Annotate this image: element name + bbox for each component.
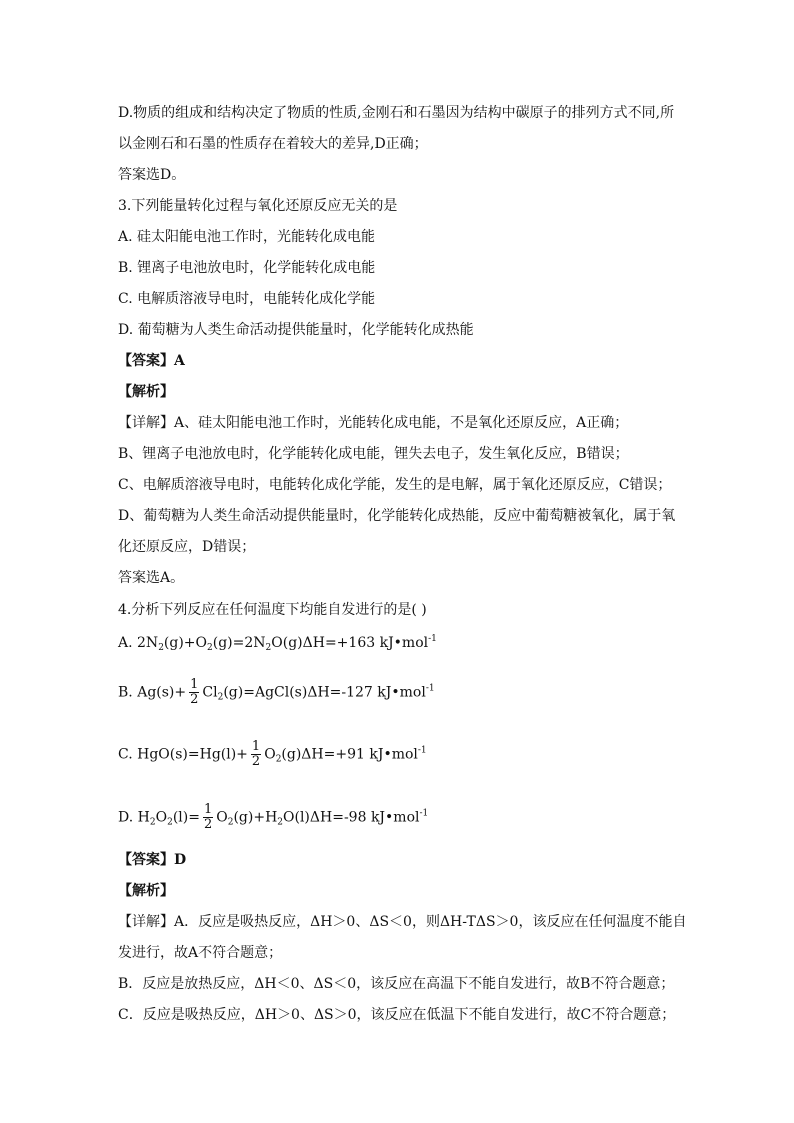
question-4-option-d: [118, 803, 428, 832]
formula-part: (g)=AgCl(s)ΔH=-127 kJ•mol: [223, 684, 426, 701]
fraction-numerator: 1: [203, 802, 213, 817]
formula-part: O(g)ΔH=+163 kJ•mol: [271, 635, 429, 651]
explanation-line: D、葡萄糖为人类生命活动提供能量时，化学能转化成热能，反应中葡萄糖被氧化，属于氧: [118, 508, 676, 524]
formula-part: O: [155, 809, 168, 826]
formula-part: (g)+H: [233, 809, 278, 826]
answer-label: 【答案】A: [118, 353, 185, 369]
subscript: 2: [265, 643, 272, 653]
subscript: 2: [277, 817, 284, 828]
superscript: -1: [425, 683, 435, 694]
subscript: 2: [217, 692, 224, 703]
fraction-denominator: 2: [190, 692, 199, 707]
question-3-option-c: C. 电解质溶液导电时，电能转化成化学能: [118, 291, 376, 307]
question-3-option-a: A. 硅太阳能电池工作时，光能转化成电能: [118, 229, 376, 245]
subscript: 2: [207, 643, 213, 653]
superscript: -1: [417, 745, 427, 756]
fraction-numerator: 1: [190, 677, 199, 692]
option-label: D.: [118, 809, 138, 826]
formula-part: O: [216, 809, 228, 826]
explanation-line: 化还原反应，D错误；: [118, 539, 256, 555]
fraction-denominator: 2: [203, 817, 213, 832]
answer-label: 【答案】D: [118, 852, 187, 868]
fraction: [203, 803, 213, 832]
formula-part: (g)+O: [163, 635, 208, 651]
formula-part: H: [137, 809, 150, 826]
question-4-option-a: [118, 633, 437, 653]
formula-part: (g)=2N: [212, 635, 266, 651]
option-label: A.: [118, 635, 138, 651]
subscript: 2: [149, 817, 156, 828]
formula-part: Ag(s)+: [137, 684, 187, 701]
question-4-option-b: [118, 678, 435, 707]
option-label: C.: [118, 746, 138, 763]
question-3-stem: 3.下列能量转化过程与氧化还原反应无关的是: [118, 198, 398, 214]
fraction: [251, 740, 261, 769]
fraction: [189, 678, 199, 707]
formula-part: Cl: [202, 684, 218, 701]
formula-part: O: [264, 746, 276, 763]
fraction-numerator: 1: [251, 739, 261, 754]
explanation-line: C、电解质溶液导电时，电能转化成化学能，发生的是电解，属于氧化还原反应，C错误；: [118, 477, 672, 493]
text-line: 答案选D。: [118, 167, 186, 183]
subscript: 2: [227, 817, 234, 828]
explanation-line: B、锂离子电池放电时，化学能转化成电能，锂失去电子，发生氧化反应，B错误；: [118, 446, 629, 462]
explanation-line: 发进行，故A不符合题意；: [118, 945, 283, 961]
formula-part: 2N: [137, 635, 159, 651]
question-3-option-b: B. 锂离子电池放电时，化学能转化成电能: [118, 260, 376, 276]
text-line: 以金刚石和石墨的性质存在着较大的差异,D正确；: [118, 136, 428, 152]
question-3-option-d: D. 葡萄糖为人类生命活动提供能量时，化学能转化成热能: [118, 322, 474, 338]
formula-part: (g)ΔH=+91 kJ•mol: [281, 746, 418, 763]
superscript: -1: [419, 808, 429, 819]
option-label: B.: [118, 684, 138, 701]
question-4-stem: 4.分析下列反应在任何温度下均能自发进行的是( ): [118, 602, 427, 618]
question-4-option-c: [118, 740, 427, 769]
subscript: 2: [275, 754, 282, 765]
final-answer: 答案选A。: [118, 570, 185, 586]
analysis-label: 【解析】: [118, 384, 174, 400]
formula-part: HgO(s)=Hg(l)+: [137, 746, 248, 763]
explanation-line: 【详解】A、硅太阳能电池工作时，光能转化成电能，不是氧化还原反应，A正确；: [118, 415, 629, 431]
explanation-line: B．反应是放热反应，ΔH＜0、ΔS＜0，该反应在高温下不能自发进行，故B不符合题意；: [118, 976, 675, 992]
formula-part: O(l)ΔH=-98 kJ•mol: [283, 809, 420, 826]
analysis-label: 【解析】: [118, 883, 174, 899]
formula-part: (l)=: [172, 809, 200, 826]
explanation-line: C．反应是吸热反应，ΔH＞0、ΔS＞0，该反应在低温下不能自发进行，故C不符合题意；: [118, 1007, 676, 1023]
explanation-line: 【详解】A．反应是吸热反应，ΔH＞0、ΔS＜0，则ΔH-TΔS＞0，该反应在任何温度不能自: [118, 914, 687, 930]
fraction-denominator: 2: [251, 754, 261, 769]
text-line: D.物质的组成和结构决定了物质的性质,金刚石和石墨因为结构中碳原子的排列方式不同,所: [118, 105, 675, 121]
subscript: 2: [158, 643, 164, 653]
subscript: 2: [167, 817, 173, 828]
superscript: -1: [428, 634, 437, 644]
